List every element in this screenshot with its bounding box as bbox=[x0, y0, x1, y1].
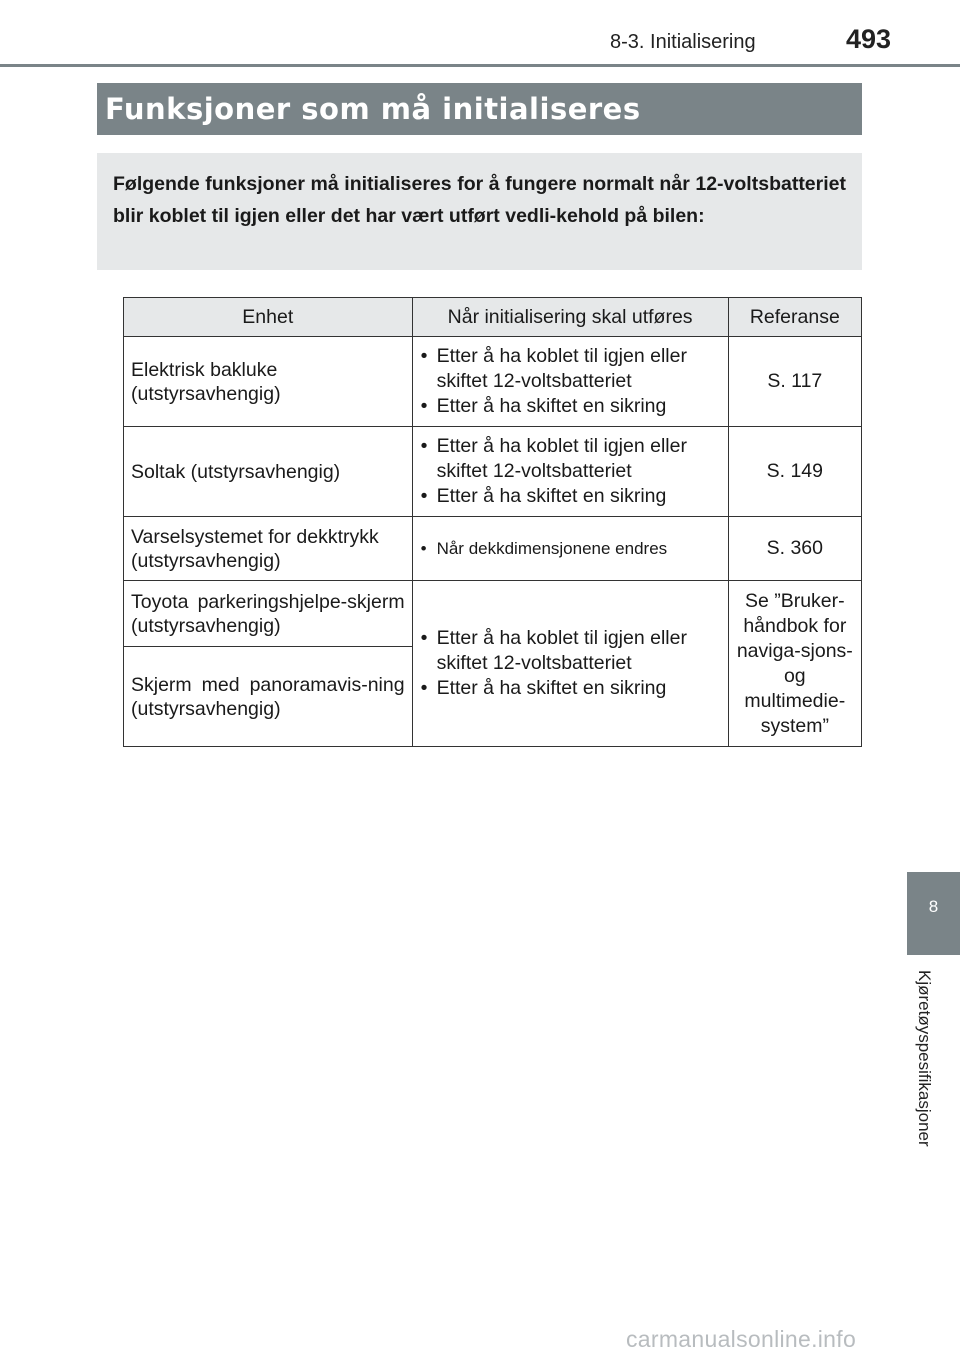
intro-text: Følgende funksjoner må initialiseres for å fungere normalt når 12-voltsbatteriet blir koblet til igjen eller det har vært utført vedli-kehold på bilen: bbox=[97, 153, 862, 270]
unit-cell: Varselsystemet for dekktrykk (utstyrsavhengig) bbox=[124, 517, 413, 581]
reference-cell: S. 360 bbox=[728, 517, 861, 581]
section-title: Funksjoner som må initialiseres bbox=[97, 83, 862, 135]
condition-cell bbox=[412, 581, 728, 747]
unit-cell: Toyota parkeringshjelpe-skjerm (utstyrsavhengig) bbox=[124, 581, 413, 647]
unit-cell: Elektrisk bakluke (utstyrsavhengig) bbox=[124, 337, 413, 427]
column-header-unit: Enhet bbox=[124, 298, 413, 337]
table-row bbox=[124, 517, 862, 581]
unit-cell: Soltak (utstyrsavhengig) bbox=[124, 427, 413, 517]
condition-item: • Etter å ha koblet til igjen eller skiftet 12-voltsbatteriet bbox=[419, 434, 722, 484]
condition-item: • Etter å ha koblet til igjen eller skiftet 12-voltsbatteriet bbox=[419, 344, 722, 394]
page-number: 493 bbox=[846, 24, 892, 54]
condition-cell bbox=[412, 427, 728, 517]
condition-item: • Etter å ha skiftet en sikring bbox=[419, 484, 722, 509]
condition-item: • Når dekkdimensjonene endres bbox=[419, 536, 722, 561]
condition-item: • Etter å ha koblet til igjen eller skiftet 12-voltsbatteriet bbox=[419, 626, 722, 676]
chapter-tab: 8 bbox=[907, 872, 960, 955]
watermark: carmanualsonline.info bbox=[626, 1326, 857, 1352]
unit-cell: Skjerm med panoramavis-ning (utstyrsavhengig) bbox=[124, 647, 413, 747]
section-header: 8-3. Initialisering bbox=[610, 31, 756, 53]
chapter-label bbox=[894, 970, 954, 1190]
table-row bbox=[124, 427, 862, 517]
chapter-label-text: Kjøretøyspesifikasjoner bbox=[915, 970, 934, 1147]
header-divider bbox=[0, 64, 960, 67]
initialization-table bbox=[123, 297, 862, 747]
table-row bbox=[124, 337, 862, 427]
table-row bbox=[124, 581, 862, 647]
table-header-row bbox=[124, 298, 862, 337]
reference-cell: S. 117 bbox=[728, 337, 861, 427]
reference-cell: Se ”Bruker-håndbok for naviga-sjons- og multimedie-system” bbox=[728, 581, 861, 747]
column-header-when: Når initialisering skal utføres bbox=[412, 298, 728, 337]
condition-cell bbox=[412, 337, 728, 427]
reference-cell: S. 149 bbox=[728, 427, 861, 517]
condition-cell bbox=[412, 517, 728, 581]
condition-item: • Etter å ha skiftet en sikring bbox=[419, 394, 722, 419]
condition-item: • Etter å ha skiftet en sikring bbox=[419, 676, 722, 701]
column-header-reference: Referanse bbox=[728, 298, 861, 337]
